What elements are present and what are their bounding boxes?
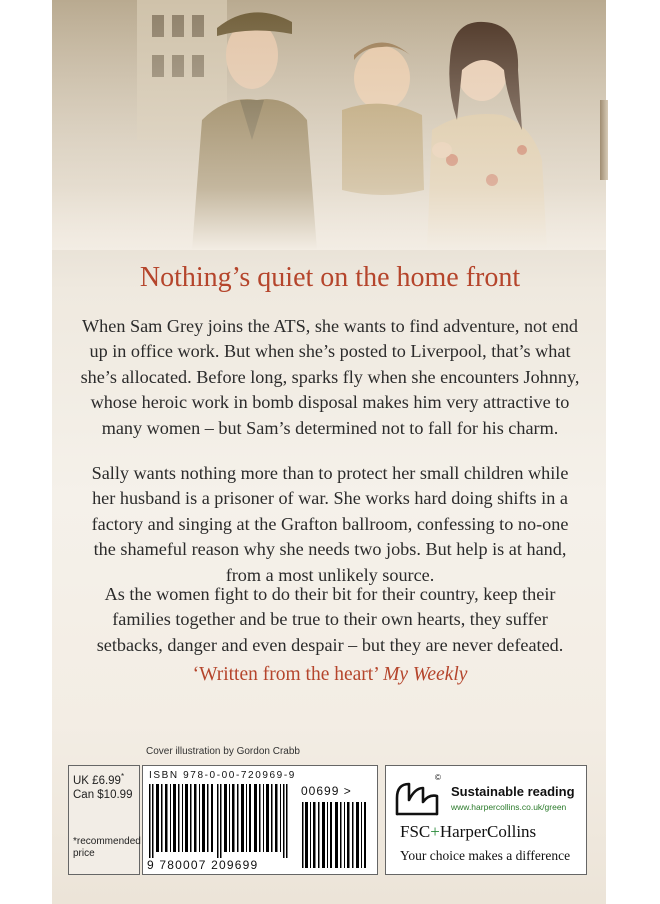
spine-edge: [606, 0, 660, 904]
sustainable-reading-title: Sustainable reading: [451, 784, 575, 799]
harpercollins-url: www.harpercollins.co.uk/green: [451, 802, 567, 812]
cover-photo: [52, 0, 606, 250]
price-note: *recommended price: [73, 836, 141, 859]
spine-strip: [600, 100, 608, 180]
publisher-label: HarperCollins: [439, 822, 537, 841]
barcode-addon-digits: 00699 >: [301, 784, 352, 798]
quote-source: My Weekly: [383, 664, 468, 685]
blurb-paragraph-2: Sally wants nothing more than to protect her small children while her husband is a prisoner of war. She works hard doing shifts in a factory and singing at the Grafton ballroom, confessing to no-one the shameful reason why she needs two jobs. But help is at hand, from a most unlikely source.: [91, 463, 569, 585]
fsc-label: FSC: [400, 822, 431, 841]
illustration-credit: Cover illustration by Gordon Crabb: [146, 746, 300, 757]
fsc-tree-icon: [391, 770, 447, 822]
quote-text: ‘Written from the heart’: [192, 664, 379, 685]
svg-text:©: ©: [435, 773, 441, 782]
price-can: Can $10.99: [73, 788, 133, 801]
fsc-harpercollins-logo: [400, 822, 536, 842]
fsc-plus: +: [430, 822, 440, 841]
review-quote: [0, 664, 660, 686]
fsc-tagline: Your choice makes a difference: [400, 848, 571, 863]
price-uk-mark: *: [120, 772, 125, 781]
isbn-barcode: [147, 784, 297, 858]
isbn-label: ISBN 978-0-00-720969-9: [149, 770, 296, 781]
addon-barcode: [301, 802, 371, 868]
price-box: [68, 765, 140, 875]
fsc-box: [385, 765, 587, 875]
headline: Nothing’s quiet on the home front: [139, 262, 521, 293]
price-uk: UK £6.99: [73, 774, 121, 787]
barcode-digits: 9 780007 209699: [147, 858, 259, 872]
blurb-paragraph-1: When Sam Grey joins the ATS, she wants to find adventure, not end up in office work. But when she’s posted to Liverpool, that’s what she’s allocated. Before long, sparks fly when she encounters Johnny, whose heroic work in bomb disposal makes him very attractive to many women – but Sam’s determined not to fall for his charm.: [80, 316, 580, 438]
barcode-box: [142, 765, 378, 875]
blurb-paragraph-3: As the women fight to do their bit for their country, keep their families together and be true to their own hearts, they suffer setbacks, danger and even despair – but they are never defeated.: [96, 584, 564, 655]
